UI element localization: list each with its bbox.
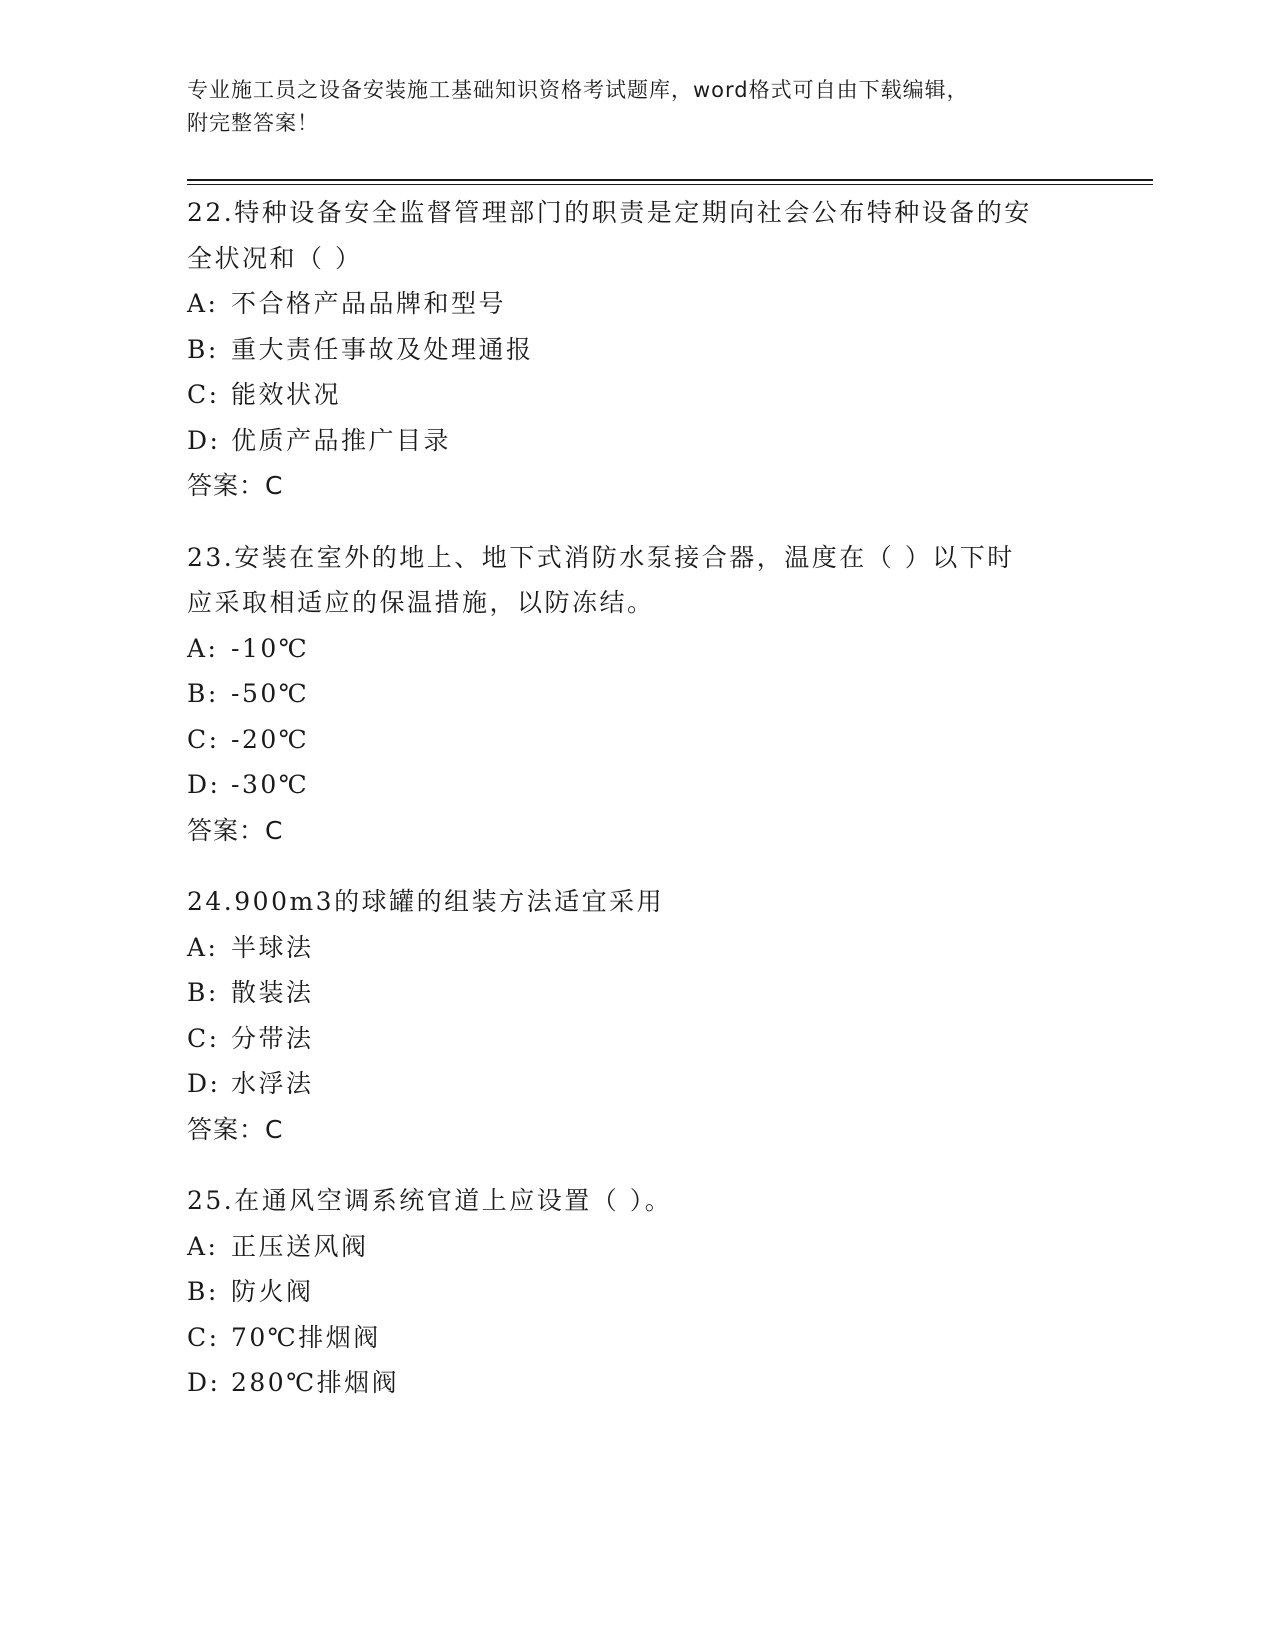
option-key: C: xyxy=(187,1023,220,1053)
option-b xyxy=(187,1269,1087,1315)
question-25 xyxy=(187,1178,1087,1406)
option-b xyxy=(187,970,1087,1016)
question-stem-line: 23.安装在室外的地上、地下式消防水泵接合器，温度在（ ）以下时 xyxy=(187,542,1015,572)
option-text: 水浮法 xyxy=(231,1069,314,1098)
option-text: 不合格产品品牌和型号 xyxy=(231,289,507,318)
question-stem-line: 全状况和（ ） xyxy=(187,243,363,273)
option-d xyxy=(187,1061,1087,1107)
option-text: 280℃排烟阀 xyxy=(231,1368,400,1397)
header-line-2: 附完整答案！ xyxy=(187,111,319,135)
option-a xyxy=(187,281,1087,327)
header-line-1: 专业施工员之设备安装施工基础知识资格考试题库，word格式可自由下载编辑， xyxy=(187,78,969,102)
option-key: A: xyxy=(187,1231,219,1261)
option-a xyxy=(187,925,1087,971)
question-stem-line: 应采取相适应的保温措施，以防冻结。 xyxy=(187,588,655,617)
option-key: C: xyxy=(187,724,220,754)
question-list xyxy=(187,190,1087,1432)
option-b xyxy=(187,671,1087,717)
option-key: B: xyxy=(187,978,219,1007)
option-d xyxy=(187,1360,1087,1406)
option-text: 防火阀 xyxy=(231,1277,314,1306)
option-b xyxy=(187,327,1087,373)
option-text: 能效状况 xyxy=(231,380,342,409)
question-stem-line: 25.在通风空调系统官道上应设置（ ）。 xyxy=(187,1186,673,1215)
option-text: 半球法 xyxy=(231,932,314,962)
question-22 xyxy=(187,190,1087,509)
option-key: A: xyxy=(187,633,219,663)
option-text: 分带法 xyxy=(231,1023,314,1053)
option-key: B: xyxy=(187,334,219,364)
option-key: C: xyxy=(187,380,220,409)
option-a xyxy=(187,1224,1087,1270)
question-23 xyxy=(187,535,1087,854)
option-text: 70℃排烟阀 xyxy=(231,1322,381,1352)
option-key: D: xyxy=(187,425,221,455)
header-divider xyxy=(187,179,1153,185)
option-c xyxy=(187,1016,1087,1062)
answer-line: 答案：C xyxy=(187,1114,284,1144)
option-c xyxy=(187,1315,1087,1361)
option-text: -10℃ xyxy=(231,633,310,663)
question-stem-line: 24.900m3的球罐的组装方法适宜采用 xyxy=(187,887,665,916)
option-text: -30℃ xyxy=(231,770,310,799)
option-d xyxy=(187,762,1087,808)
option-key: A: xyxy=(187,289,219,318)
option-key: D: xyxy=(187,770,221,799)
option-text: -20℃ xyxy=(231,724,310,754)
option-text: -50℃ xyxy=(231,679,310,708)
option-key: B: xyxy=(187,679,219,708)
option-key: B: xyxy=(187,1277,219,1306)
option-c xyxy=(187,717,1087,763)
option-key: D: xyxy=(187,1069,221,1098)
question-24 xyxy=(187,879,1087,1152)
option-text: 重大责任事故及处理通报 xyxy=(231,334,534,364)
document-header xyxy=(187,74,1087,140)
option-c xyxy=(187,372,1087,418)
option-d xyxy=(187,418,1087,464)
option-key: C: xyxy=(187,1322,220,1352)
question-stem-line: 22.特种设备安全监督管理部门的职责是定期向社会公布特种设备的安 xyxy=(187,198,1032,227)
option-text: 散装法 xyxy=(231,978,314,1007)
option-key: D: xyxy=(187,1368,221,1397)
option-text: 正压送风阀 xyxy=(231,1231,369,1261)
option-key: A: xyxy=(187,932,219,962)
answer-line: 答案：C xyxy=(187,815,284,845)
option-text: 优质产品推广目录 xyxy=(231,425,452,455)
answer-line: 答案：C xyxy=(187,471,284,500)
option-a xyxy=(187,626,1087,672)
